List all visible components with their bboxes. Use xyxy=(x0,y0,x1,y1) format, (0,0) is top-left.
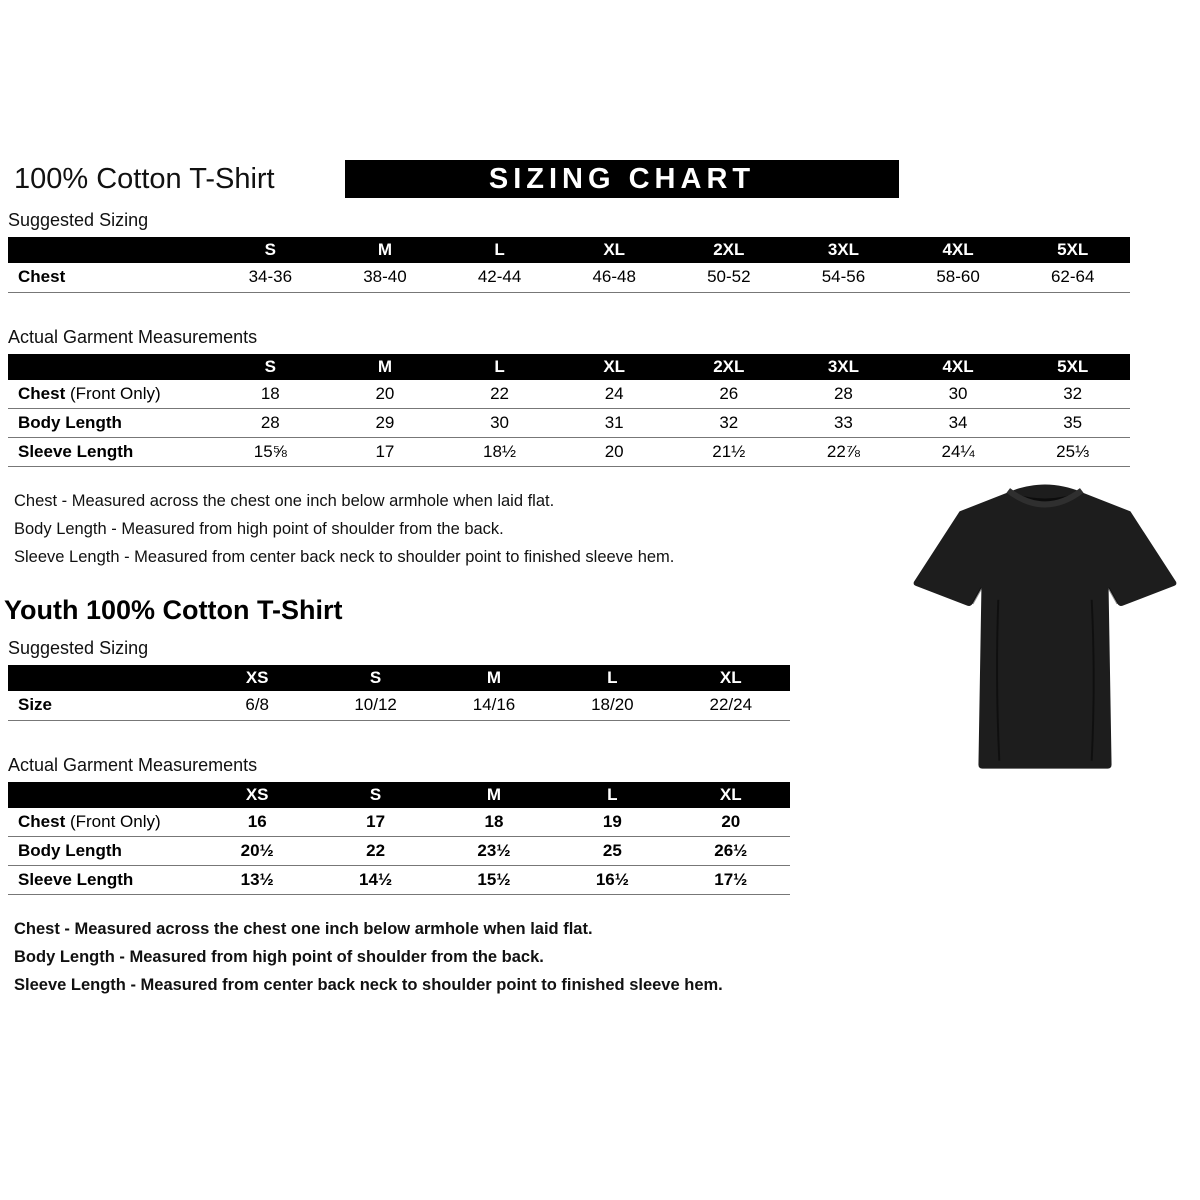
measurement-cell: 42-44 xyxy=(442,263,557,292)
size-column-header: M xyxy=(328,354,443,380)
size-column-header: 2XL xyxy=(672,354,787,380)
measurement-cell: 15½ xyxy=(435,866,553,895)
adult-garment-measurements-caption: Actual Garment Measurements xyxy=(8,326,258,347)
tshirt-image xyxy=(896,468,1194,816)
measurement-cell: 62-64 xyxy=(1015,263,1130,292)
measurement-cell: 21½ xyxy=(672,438,787,467)
measurement-cell: 30 xyxy=(442,409,557,438)
youth-garment-measurements-table xyxy=(8,782,790,896)
measurement-cell: 6/8 xyxy=(198,691,316,720)
size-column-header: M xyxy=(435,665,553,691)
size-column-header: M xyxy=(435,782,553,808)
table-row xyxy=(8,409,1130,438)
size-column-header: 4XL xyxy=(901,237,1016,263)
row-label: Chest xyxy=(8,263,213,292)
measurement-cell: 32 xyxy=(672,409,787,438)
label-column-header xyxy=(8,665,198,691)
youth-garment-measurements-caption: Actual Garment Measurements xyxy=(8,754,258,775)
measurement-cell: 50-52 xyxy=(672,263,787,292)
measurement-cell: 26 xyxy=(672,380,787,409)
table-row xyxy=(8,438,1130,467)
size-column-header: 4XL xyxy=(901,354,1016,380)
size-column-header: L xyxy=(442,354,557,380)
page-title: 100% Cotton T-Shirt xyxy=(14,162,275,195)
measurement-cell: 22/24 xyxy=(672,691,790,720)
note-sleeve-length: Sleeve Length - Measured from center back neck to shoulder point to finished sleeve hem. xyxy=(14,548,675,566)
measurement-cell: 24 xyxy=(557,380,672,409)
measurement-cell: 22 xyxy=(316,837,434,866)
note-chest: Chest - Measured across the chest one inch below armhole when laid flat. xyxy=(14,492,555,510)
adult-garment-measurements-table xyxy=(8,354,1130,468)
size-column-header: S xyxy=(213,354,328,380)
label-column-header xyxy=(8,782,198,808)
size-column-header: XL xyxy=(672,665,790,691)
size-column-header: S xyxy=(316,782,434,808)
tshirt-graphic xyxy=(896,468,1194,816)
measurement-cell: 25 xyxy=(553,837,671,866)
measurement-cell: 31 xyxy=(557,409,672,438)
measurement-cell: 29 xyxy=(328,409,443,438)
table-row xyxy=(8,837,790,866)
size-column-header: L xyxy=(442,237,557,263)
row-label: Chest (Front Only) xyxy=(8,380,213,409)
measurement-cell: 23½ xyxy=(435,837,553,866)
size-column-header: 3XL xyxy=(786,237,901,263)
measurement-cell: 16 xyxy=(198,808,316,837)
measurement-cell: 25⅓ xyxy=(1015,438,1130,467)
measurement-cell: 18½ xyxy=(442,438,557,467)
sizing-chart-banner: SIZING CHART xyxy=(345,160,899,198)
measurement-cell: 13½ xyxy=(198,866,316,895)
note-chest: Chest - Measured across the chest one inch below armhole when laid flat. xyxy=(14,920,593,938)
measurement-cell: 54-56 xyxy=(786,263,901,292)
measurement-cell: 28 xyxy=(213,409,328,438)
size-column-header: S xyxy=(213,237,328,263)
measurement-cell: 30 xyxy=(901,380,1016,409)
measurement-cell: 20 xyxy=(557,438,672,467)
label-column-header xyxy=(8,237,213,263)
measurement-cell: 17½ xyxy=(672,866,790,895)
measurement-cell: 34 xyxy=(901,409,1016,438)
measurement-cell: 15⅝ xyxy=(213,438,328,467)
measurement-cell: 16½ xyxy=(553,866,671,895)
row-label: Sleeve Length xyxy=(8,438,213,467)
youth-measurement-notes xyxy=(14,915,1200,999)
size-column-header: S xyxy=(316,665,434,691)
size-column-header: XS xyxy=(198,782,316,808)
size-column-header: 2XL xyxy=(672,237,787,263)
page-header xyxy=(0,0,1200,198)
measurement-cell: 17 xyxy=(328,438,443,467)
youth-suggested-sizing-table xyxy=(8,665,790,721)
note-body-length: Body Length - Measured from high point of shoulder from the back. xyxy=(14,948,544,966)
size-column-header: XS xyxy=(198,665,316,691)
size-column-header: L xyxy=(553,665,671,691)
measurement-cell: 24¼ xyxy=(901,438,1016,467)
adult-suggested-sizing-table xyxy=(8,237,1130,293)
measurement-cell: 17 xyxy=(316,808,434,837)
measurement-cell: 20 xyxy=(672,808,790,837)
table-row xyxy=(8,263,1130,292)
measurement-cell: 33 xyxy=(786,409,901,438)
note-body-length: Body Length - Measured from high point of shoulder from the back. xyxy=(14,520,504,538)
size-column-header: L xyxy=(553,782,671,808)
measurement-cell: 18 xyxy=(213,380,328,409)
table-row xyxy=(8,691,790,720)
measurement-cell: 22 xyxy=(442,380,557,409)
row-label: Chest (Front Only) xyxy=(8,808,198,837)
measurement-cell: 19 xyxy=(553,808,671,837)
measurement-cell: 10/12 xyxy=(316,691,434,720)
size-column-header: XL xyxy=(557,354,672,380)
youth-section-title: Youth 100% Cotton T-Shirt xyxy=(4,595,343,625)
row-label: Body Length xyxy=(8,409,213,438)
measurement-cell: 28 xyxy=(786,380,901,409)
row-label: Size xyxy=(8,691,198,720)
table-row xyxy=(8,808,790,837)
youth-suggested-sizing-caption: Suggested Sizing xyxy=(8,638,149,658)
size-column-header: 5XL xyxy=(1015,237,1130,263)
measurement-cell: 58-60 xyxy=(901,263,1016,292)
measurement-cell: 22⅞ xyxy=(786,438,901,467)
measurement-cell: 32 xyxy=(1015,380,1130,409)
measurement-cell: 20 xyxy=(328,380,443,409)
size-column-header: M xyxy=(328,237,443,263)
size-column-header: XL xyxy=(557,237,672,263)
row-label: Body Length xyxy=(8,837,198,866)
measurement-cell: 14/16 xyxy=(435,691,553,720)
size-column-header: 5XL xyxy=(1015,354,1130,380)
table-row xyxy=(8,380,1130,409)
size-column-header: 3XL xyxy=(786,354,901,380)
measurement-cell: 20½ xyxy=(198,837,316,866)
adult-suggested-sizing-caption: Suggested Sizing xyxy=(8,210,149,230)
measurement-cell: 35 xyxy=(1015,409,1130,438)
measurement-cell: 46-48 xyxy=(557,263,672,292)
size-column-header: XL xyxy=(672,782,790,808)
note-sleeve-length: Sleeve Length - Measured from center back neck to shoulder point to finished sleeve hem. xyxy=(14,976,723,994)
measurement-cell: 14½ xyxy=(316,866,434,895)
measurement-cell: 38-40 xyxy=(328,263,443,292)
label-column-header xyxy=(8,354,213,380)
table-row xyxy=(8,866,790,895)
measurement-cell: 18/20 xyxy=(553,691,671,720)
measurement-cell: 26½ xyxy=(672,837,790,866)
measurement-cell: 18 xyxy=(435,808,553,837)
row-label: Sleeve Length xyxy=(8,866,198,895)
measurement-cell: 34-36 xyxy=(213,263,328,292)
